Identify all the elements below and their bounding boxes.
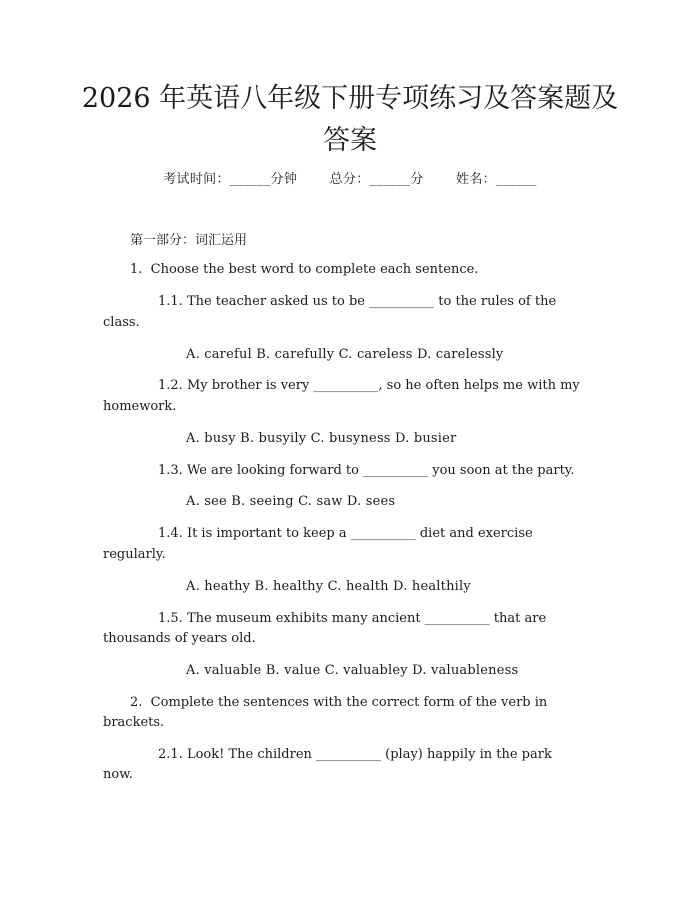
exam-time: 考试时间：______分钟 [163,172,298,187]
question-1-5-line1: 1.5. The museum exhibits many ancient __________ that are [158,611,547,626]
question-2-line2: brackets. [103,715,165,730]
question-1-2-line1: 1.2. My brother is very __________, so he often helps me with my [158,378,580,393]
question-1-5-options: A. valuable B. value C. valuabley D. valuableness [186,663,519,678]
question-1-4-line2: regularly. [103,547,166,562]
question-2-line1: 2. Complete the sentences with the correct form of the verb in [130,695,548,710]
exam-name: 姓名：______ [456,172,537,187]
exam-meta [0,168,700,187]
question-1-5-line2: thousands of years old. [103,631,256,646]
question-1-1-line2: class. [103,315,140,330]
question-1-2-options: A. busy B. busyily C. busyness D. busier [186,431,457,446]
document-title [80,78,620,162]
question-1-3-options: A. see B. seeing C. saw D. sees [186,494,396,509]
exam-score: 总分：______分 [329,172,424,187]
question-1-2-line2: homework. [103,399,177,414]
question-2-1-line2: now. [103,767,133,782]
question-1-4-line1: 1.4. It is important to keep a __________ diet and exercise [158,526,533,541]
question-1-1-line1: 1.1. The teacher asked us to be __________ to the rules of the [158,294,557,309]
question-1-4-options: A. heathy B. healthy C. health D. healthily [186,579,471,594]
question-2-1-line1: 2.1. Look! The children __________ (play) happily in the park [158,747,552,762]
title-line-1: 2026 年英语八年级下册专项练习及答案题及 [81,83,619,114]
section-heading: 第一部分：词汇运用 [130,233,248,248]
question-1-3-line1: 1.3. We are looking forward to __________ you soon at the party. [158,463,575,478]
question-1: 1. Choose the best word to complete each sentence. [130,262,479,277]
title-line-2: 答案 [323,125,377,156]
question-1-1-options: A. careful B. carefully C. careless D. carelessly [186,347,504,362]
